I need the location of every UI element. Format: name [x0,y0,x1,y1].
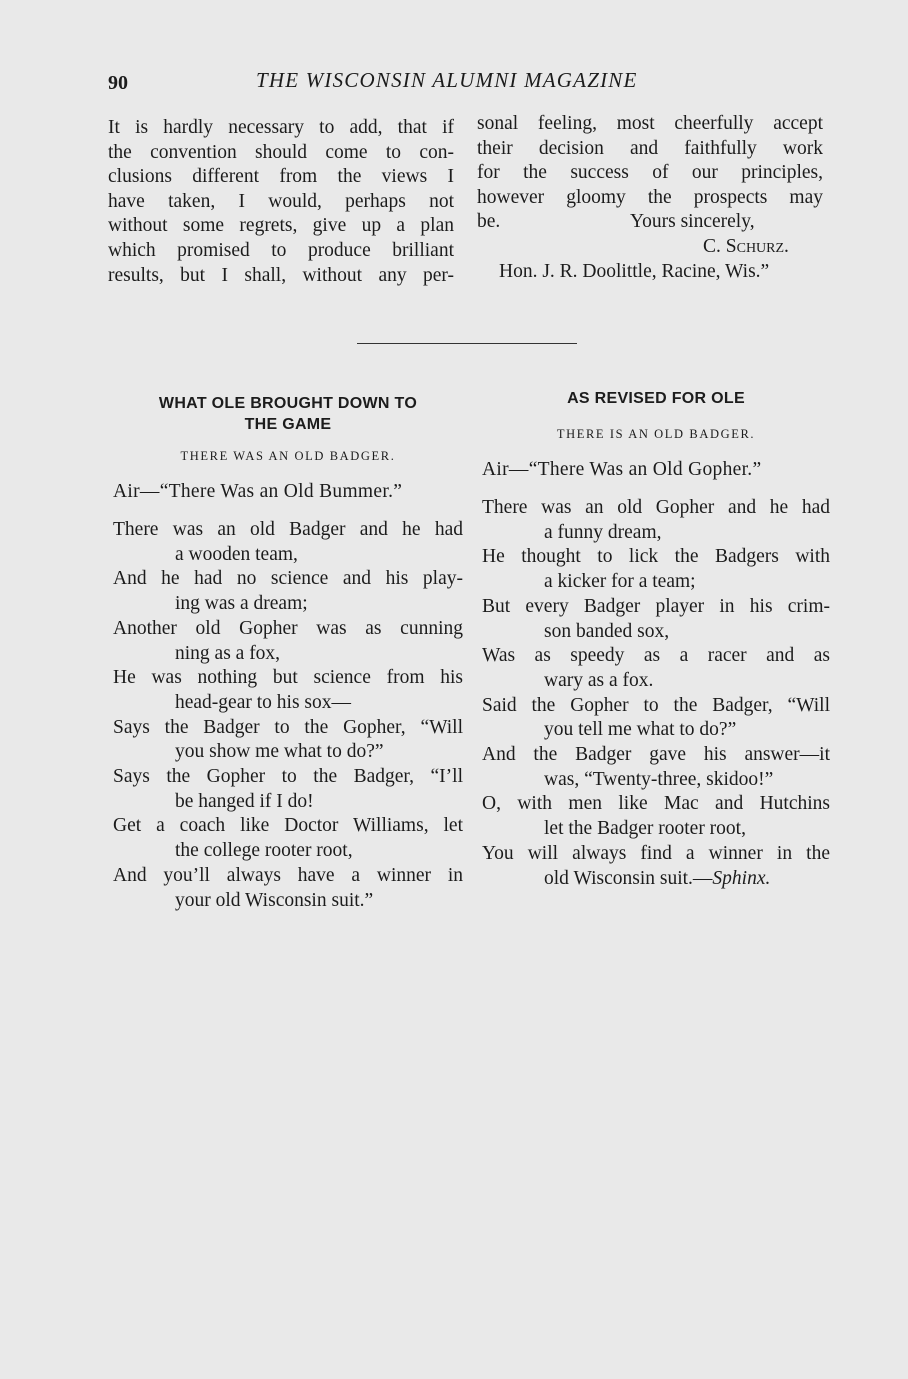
verse-continuation: be hanged if I do! [175,790,314,812]
verse-continuation: your old Wisconsin suit.” [175,889,374,911]
verse-first-line: Get a coach like Doctor Williams, let [113,815,463,837]
verse [482,743,830,792]
verse-first-line: He was nothing but science from his [113,667,463,689]
verse-continuation: son banded sox, [544,620,670,642]
verse-continuation: the college rooter root, [175,840,353,862]
verse-continuation: you tell me what to do?” [544,719,737,741]
letter-text-left-column [108,116,454,288]
verse-continuation: ning as a fox, [175,642,281,664]
verse [482,595,830,644]
poem-revised [482,388,830,891]
letter-line: for the success of our principles, [477,162,823,184]
poem-attribution: Sphinx. [712,867,771,889]
letter-line: their decision and faithfully work [477,137,823,159]
letter-line: clusions different from the views I [108,166,454,188]
verse [113,567,463,616]
verse-first-line: You will always find a winner in the [482,842,830,864]
poem-stanza [482,496,830,891]
verse [113,666,463,715]
poem-air-line: Air—“There Was an Old Bummer.” [113,481,403,502]
poem-air-line: Air—“There Was an Old Gopher.” [482,459,762,480]
verse-continuation-text: old Wisconsin suit.— [544,867,713,889]
poem-original [113,393,463,913]
letter-line: It is hardly necessary to add, that if [108,117,454,138]
verse-first-line: There was an old Badger and he had [113,519,463,540]
poem-title-line: WHAT OLE BROUGHT DOWN TO [158,395,418,412]
letter-text-right-column [477,112,823,284]
verse-first-line: There was an old Gopher and he had [482,497,830,518]
verse [482,792,830,841]
letter-line: results, but I shall, without any per- [108,264,454,286]
letter-signature: C. Schurz. [703,235,789,257]
letter-line: have taken, I would, perhaps not [108,190,454,212]
verse-continuation: let the Badger rooter root, [544,818,746,840]
verse [482,842,830,891]
verse-continuation [482,867,830,892]
verse [113,518,463,567]
poem-title [113,393,463,435]
verse [113,864,463,913]
verse [113,765,463,814]
letter-line: however gloomy the prospects may [477,186,823,208]
verse-continuation: a wooden team, [175,543,298,565]
running-header-title: THE WISCONSIN ALUMNI MAGAZINE [256,68,638,92]
verse-continuation: was, “Twenty-three, skidoo!” [544,768,774,790]
page-number: 90 [108,72,128,94]
letter-line: which promised to produce brilliant [108,239,454,261]
section-divider [357,343,577,344]
verse-first-line: And he had no science and his play- [113,568,463,590]
verse-continuation: head-gear to his sox— [175,691,351,713]
verse [482,694,830,743]
verse-first-line: Another old Gopher was as cunning [113,617,463,639]
verse-continuation: a funny dream, [544,521,662,543]
poem-title-line: THE GAME [244,416,332,433]
verse-first-line: And you’ll always have a winner in [113,864,463,886]
poem-stanza [113,518,463,913]
letter-line: without some regrets, give up a plan [108,215,454,237]
verse-first-line: Says the Gopher to the Badger, “I’ll [113,766,463,788]
verse [482,644,830,693]
verse-continuation: ing was a dream; [175,593,308,615]
verse-first-line: Says the Badger to the Gopher, “Will [113,716,463,738]
verse-first-line: Was as speedy as a racer and as [482,645,830,667]
letter-line: be. [477,211,501,233]
letter-line: the convention should come to con- [108,141,454,163]
verse-first-line: Said the Gopher to the Badger, “Will [482,694,830,716]
verse-first-line: And the Badger gave his answer—it [482,744,830,766]
verse [113,617,463,666]
letter-closing: Yours sincerely, [630,211,755,233]
poem-subtitle: THERE WAS AN OLD BADGER. [180,449,396,463]
verse-first-line: O, with men like Mac and Hutchins [482,793,830,815]
poem-subtitle: THERE IS AN OLD BADGER. [556,427,756,441]
verse [113,716,463,765]
poem-title: AS REVISED FOR OLE [567,390,745,407]
letter-line: sonal feeling, most cheerfully accept [477,113,823,134]
verse [113,814,463,863]
verse [482,496,830,545]
verse-continuation: a kicker for a team; [544,571,696,593]
verse-first-line: He thought to lick the Badgers with [482,546,830,568]
verse [482,545,830,594]
letter-addressee: Hon. J. R. Doolittle, Racine, Wis.” [499,260,770,282]
verse-continuation: you show me what to do?” [175,741,384,763]
verse-continuation: wary as a fox. [544,669,654,691]
verse-first-line: But every Badger player in his crim- [482,595,830,617]
